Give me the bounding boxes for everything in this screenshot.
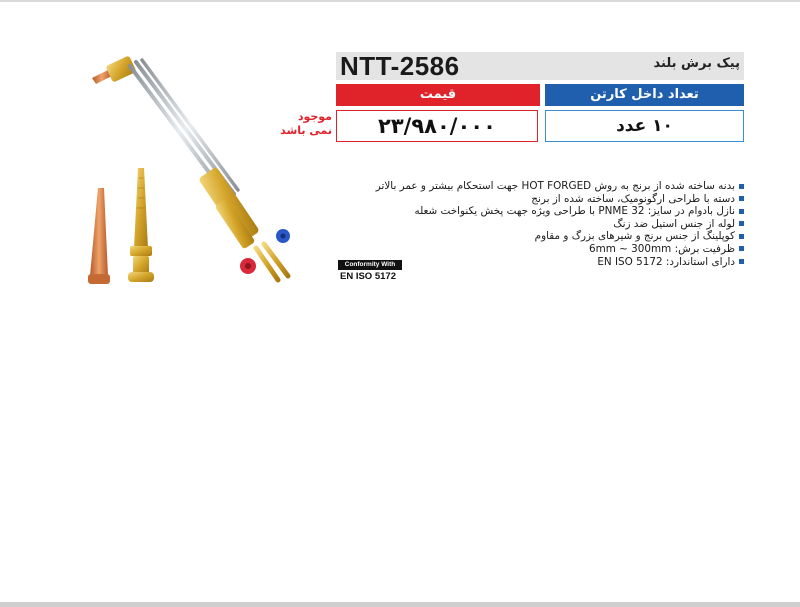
quantity-value: ۱۰ عدد [545, 110, 744, 142]
feature-item: ظرفیت برش: 6mm ~ 300mm [340, 243, 744, 256]
feature-item: لوله از جنس استیل ضد زنگ [340, 218, 744, 231]
bottom-divider [0, 602, 800, 607]
feature-item: نازل بادوام در سایز: PNME 32 با طراحی ویژه جهت پخش یکنواخت شعله [340, 205, 744, 218]
conformity-badge-standard: EN ISO 5172 [340, 271, 396, 282]
bullet-icon [739, 246, 744, 251]
feature-item: بدنه ساخته شده از برنج به روش HOT FORGED جهت استحکام بیشتر و عمر بالاتر [340, 180, 744, 193]
top-divider [0, 0, 800, 2]
bullet-icon [739, 259, 744, 264]
bullet-icon [739, 221, 744, 226]
stock-status [262, 110, 332, 138]
conformity-badge [338, 260, 402, 283]
feature-item: دسته با طراحی ارگونومیک، ساخته شده از برنج [340, 193, 744, 206]
feature-item: کوپلینگ از جنس برنج و شیرهای بزرگ و مقاوم [340, 230, 744, 243]
price-value: ۲۳/۹۸۰/۰۰۰ [336, 110, 538, 142]
quantity-label: تعداد داخل کارتن [545, 84, 744, 106]
stock-status-line1: موجود [297, 110, 332, 123]
cutting-torch-image [78, 48, 308, 293]
features-list [340, 180, 744, 268]
bullet-icon [739, 234, 744, 239]
copper-nozzle-shape [90, 188, 108, 276]
stock-status-line2: نمی باشد [280, 124, 332, 137]
bullet-icon [739, 209, 744, 214]
price-label: قیمت [336, 84, 540, 106]
conformity-badge-title: Conformity With [338, 260, 402, 270]
product-name: پیک برش بلند [653, 56, 740, 71]
bullet-icon [739, 184, 744, 189]
feature-item: دارای استاندارد: EN ISO 5172 [340, 256, 744, 269]
bullet-icon [739, 196, 744, 201]
product-model: NTT-2586 [340, 51, 460, 81]
